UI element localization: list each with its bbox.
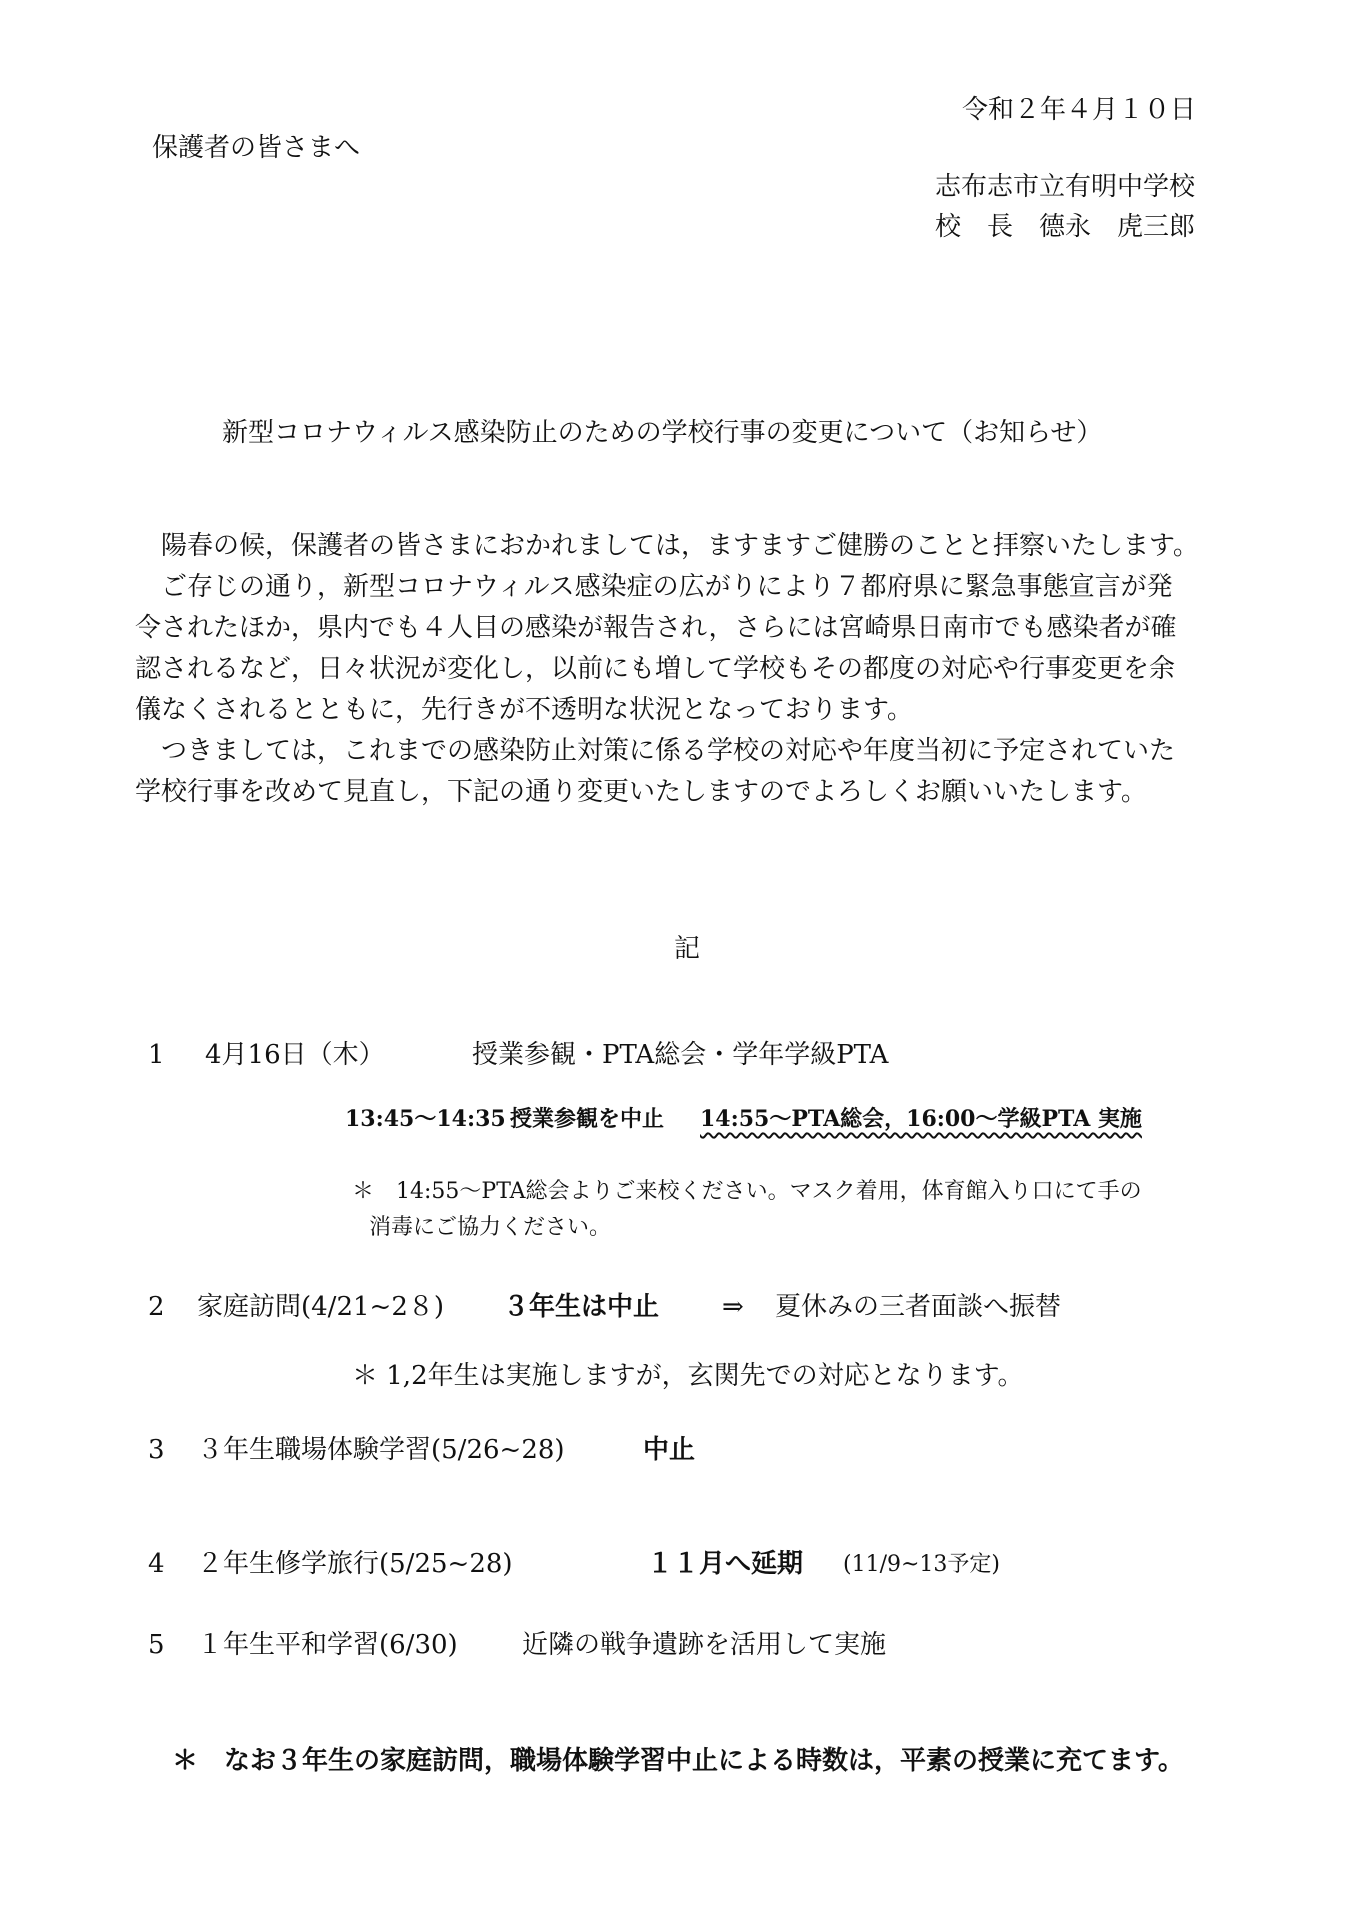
item-1-number: 1 <box>148 1040 165 1070</box>
item-1-note-line2: 消毒にご協力ください。 <box>369 1215 612 1240</box>
item-1-detail-cancel: 授業参観を中止 <box>510 1106 665 1132</box>
item-3-name: ３年生職場体験学習(5/26~28) <box>197 1435 565 1465</box>
item-1-name: 授業参観・PTA総会・学年学級PTA <box>472 1040 889 1070</box>
body-line: 儀なくされるとともに，先行きが不透明な状況となっております。 <box>135 695 913 725</box>
document-title: 新型コロナウィルス感染防止のための学校行事の変更について（お知らせ） <box>222 418 1103 448</box>
body-line: 陽春の候，保護者の皆さまにおかれましては，ますますご健勝のことと拝察いたします。 <box>135 531 1199 561</box>
item-4-name: ２年生修学旅行(5/25~28) <box>197 1549 513 1579</box>
recipient: 保護者の皆さまへ <box>152 133 361 163</box>
body-line: 認されるなど，日々状況が変化し，以前にも増して学校もその都度の対応や行事変更を余 <box>135 654 1176 684</box>
school-name: 志布志市立有明中学校 <box>935 172 1196 202</box>
item-5-status: 近隣の戦争遺跡を活用して実施 <box>522 1630 887 1660</box>
item-2-status: ３年生は中止 <box>503 1292 660 1322</box>
item-5-name: １年生平和学習(6/30) <box>197 1630 458 1660</box>
item-2-number: 2 <box>148 1292 165 1322</box>
item-2-name: 家庭訪問(4/21~2８) <box>197 1292 445 1322</box>
item-3-status: 中止 <box>643 1435 696 1465</box>
body-line: 学校行事を改めて見直し，下記の通り変更いたしますのでよろしくお願いいたします。 <box>135 777 1147 807</box>
arrow-icon: ⇒ <box>722 1292 744 1322</box>
item-2-note: ＊ 1,2年生は実施しますが，玄関先での対応となります。 <box>352 1361 1024 1391</box>
body-text <box>135 526 1225 813</box>
principal-name: 校 長 德永 虎三郎 <box>935 212 1196 242</box>
item-2-change: 夏休みの三者面談へ振替 <box>775 1292 1062 1322</box>
item-4-number: 4 <box>148 1549 165 1579</box>
body-line: つきましては，これまでの感染防止対策に係る学校の対応や年度当初に予定されていた <box>135 736 1176 766</box>
body-line: ご存じの通り，新型コロナウィルス感染症の広がりにより７都府県に緊急事態宣言が発 <box>135 572 1173 602</box>
ki-marker: 記 <box>674 934 701 964</box>
item-4-note: (11/9~13予定) <box>843 1552 1000 1577</box>
item-1-note-line1: ＊ 14:55～PTA総会よりご来校ください。マスク着用，体育館入り口にて手の <box>352 1179 1142 1204</box>
item-5-number: 5 <box>148 1630 165 1660</box>
item-1-date: 4月16日（木） <box>205 1040 385 1070</box>
item-4-status: １１月へ延期 <box>647 1549 804 1579</box>
item-1-detail-underlined: 14:55～PTA総会，16:00～学級PTA 実施 <box>700 1106 1142 1132</box>
item-1-detail-time: 13:45～14:35 <box>345 1106 506 1132</box>
item-3-number: 3 <box>148 1435 165 1465</box>
footer-note: ＊ なお３年生の家庭訪問，職場体験学習中止による時数は，平素の授業に充てます。 <box>172 1746 1184 1776</box>
body-line: 令されたほか，県内でも４人目の感染が報告され，さらには宮崎県日南市でも感染者が確 <box>135 613 1177 643</box>
document-date: 令和２年４月１０日 <box>962 95 1197 125</box>
